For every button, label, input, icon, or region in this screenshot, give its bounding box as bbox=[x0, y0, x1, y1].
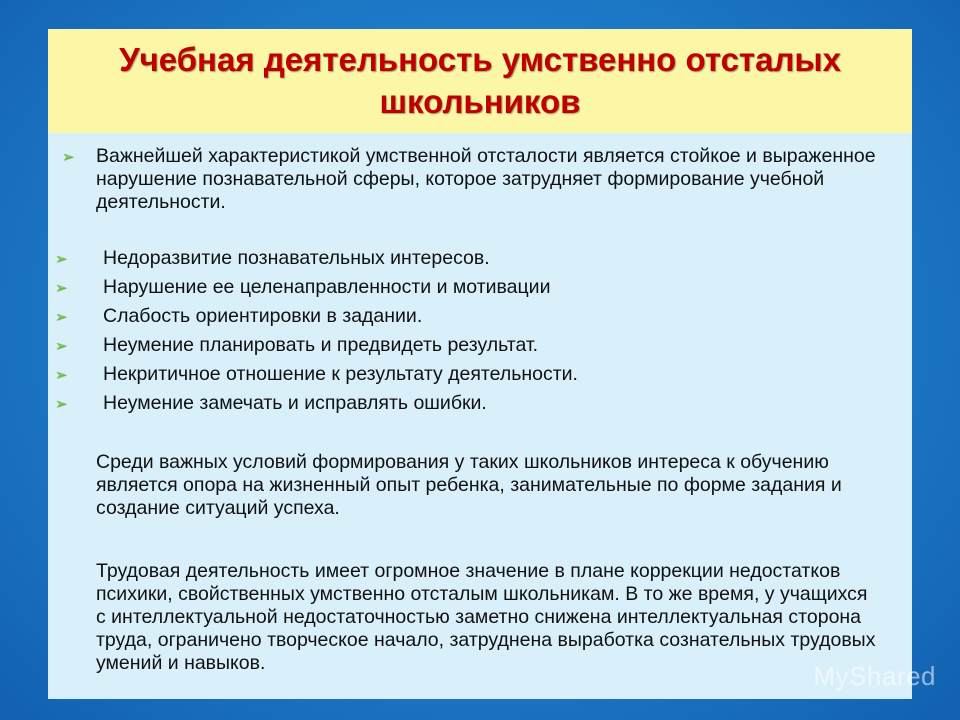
arrow-bullet-icon: ➢ bbox=[55, 338, 68, 355]
arrow-bullet-icon: ➢ bbox=[62, 149, 75, 166]
bullet-main-text: Важнейшей характеристикой умственной отсталости является стойкое и выраженное нарушение познавательной сферы, которое затрудняет формирование учебной деятельности. bbox=[96, 145, 876, 213]
paragraph-conditions bbox=[96, 451, 882, 520]
title-box bbox=[48, 29, 912, 133]
arrow-bullet-icon: ➢ bbox=[55, 309, 68, 326]
bullet-item-text: Нарушение ее целенаправленности и мотивации bbox=[103, 276, 551, 298]
arrow-bullet-icon: ➢ bbox=[55, 367, 68, 384]
bullet-item-text: Неумение планировать и предвидеть результат. bbox=[103, 334, 539, 356]
bullet-item-text: Некритичное отношение к результату деятельности. bbox=[103, 363, 578, 385]
content-box bbox=[48, 133, 912, 699]
arrow-bullet-icon: ➢ bbox=[55, 280, 68, 297]
paragraph-labor-text: Трудовая деятельность имеет огромное значение в плане коррекции недостатков психики, свойственных умственно отсталым школьникам. В то же время, у учащихся с интеллектуальной недостаточностью заметно снижена интеллектуальная сторона труда, ограничено творческое начало, затруднена выработка сознательных трудовых умений и навыков. bbox=[96, 560, 876, 674]
bullet-item bbox=[55, 276, 882, 299]
bullet-item bbox=[55, 334, 882, 357]
bullet-main bbox=[62, 145, 882, 214]
bullet-item-text: Слабость ориентировки в задании. bbox=[103, 305, 423, 327]
bullet-item-text: Неумение замечать и исправлять ошибки. bbox=[103, 392, 487, 414]
arrow-bullet-icon: ➢ bbox=[55, 251, 68, 268]
slide-title: Учебная деятельность умственно отсталых школьников bbox=[119, 41, 841, 120]
bullet-item-text: Недоразвитие познавательных интересов. bbox=[103, 247, 490, 269]
bullet-item bbox=[55, 247, 882, 270]
paragraph-labor bbox=[96, 560, 882, 675]
bullet-item bbox=[55, 305, 882, 328]
bullet-item bbox=[55, 363, 882, 386]
paragraph-conditions-text: Среди важных условий формирования у таких школьников интереса к обучению является опора на жизненный опыт ребенка, занимательные по форме задания и создание ситуаций успеха. bbox=[96, 451, 842, 519]
arrow-bullet-icon: ➢ bbox=[55, 396, 68, 413]
watermark-logo: MyShared bbox=[813, 661, 936, 691]
bullet-item bbox=[55, 392, 882, 415]
